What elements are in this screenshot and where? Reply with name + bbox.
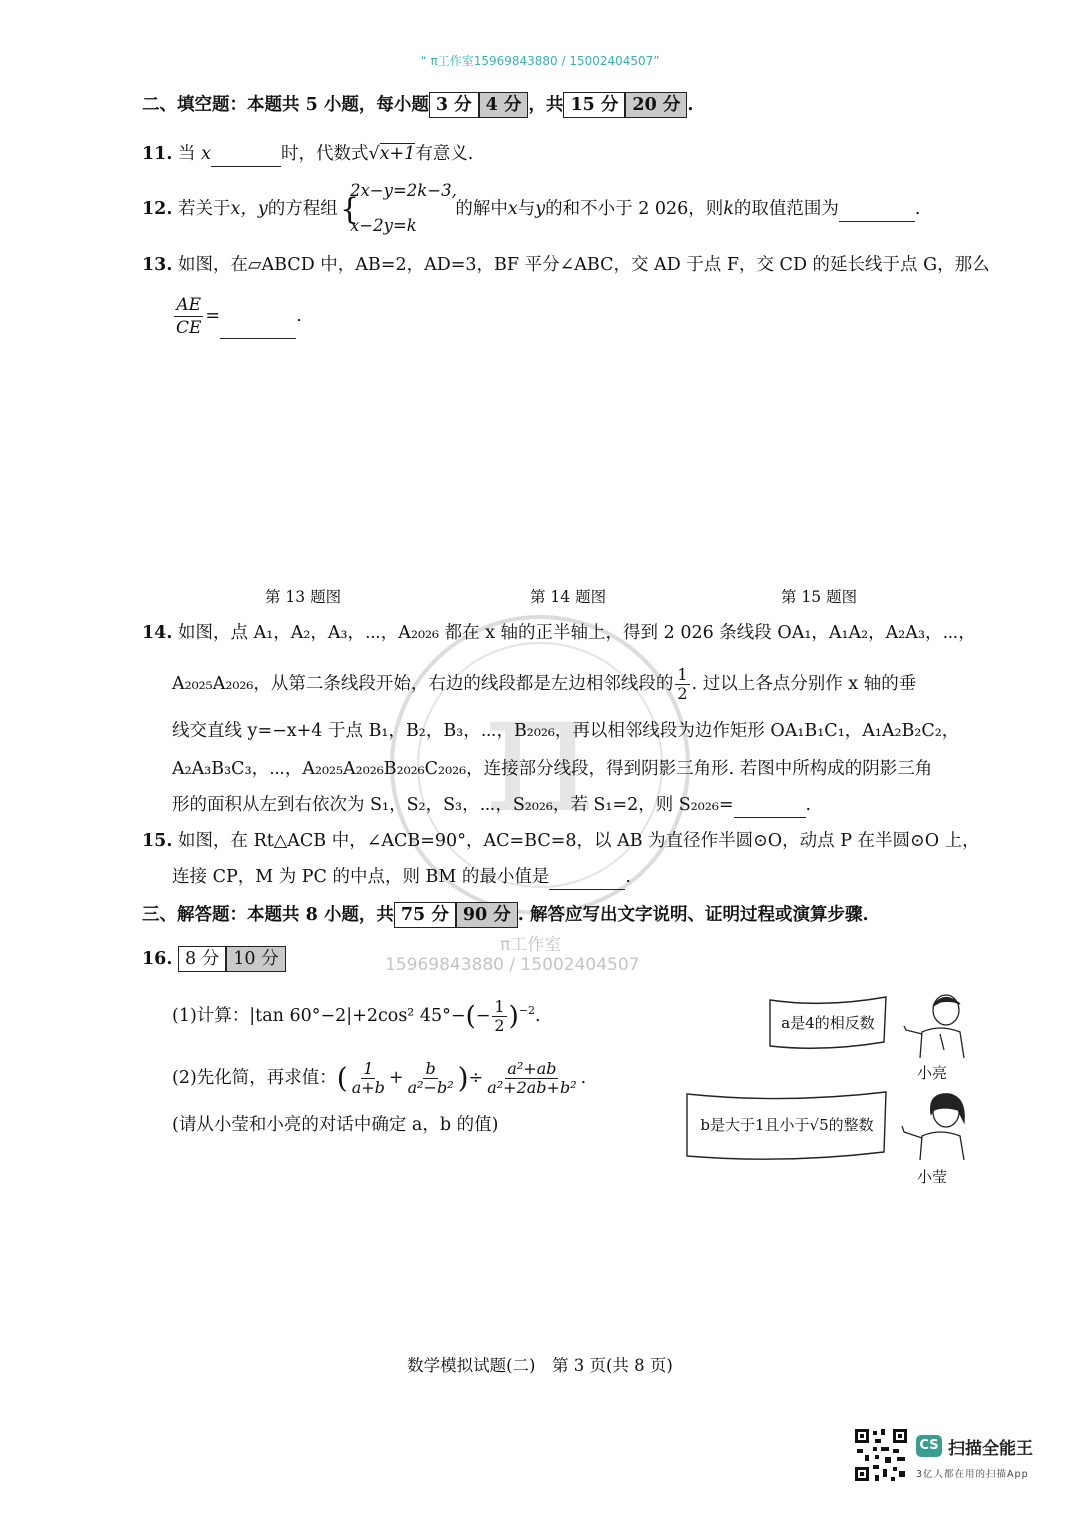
score-box-20: 20 分	[625, 92, 687, 118]
q16-part1-text: (1)计算：|tan 60°−2|+2cos² 45°−	[172, 1006, 466, 1026]
q15-text-1: 如图，在 Rt△ACB 中，∠ACB=90°，AC=BC=8，以 AB 为直径作半圆⊙O，动点 P 在半圆⊙O 上，	[178, 831, 980, 851]
name-xiaoliang: 小亮	[917, 1064, 948, 1082]
q13-eq: =	[205, 306, 221, 326]
q16-frac2	[406, 1060, 456, 1097]
q16-f3-den: a²+2ab+b²	[487, 1078, 577, 1097]
camscanner-tagline: 3亿人都在用的扫描App	[916, 1469, 1029, 1480]
watermark-text-1: π工作室	[500, 935, 562, 955]
q14-line4: A₂A₃B₃C₃，⋯，A₂₀₂₅A₂₀₂₆B₂₀₂₆C₂₀₂₆，连接部分线段，得到阴影三角形. 若图中所构成的阴影三角	[172, 759, 933, 779]
q12-k: k	[723, 199, 734, 219]
q14-end: .	[805, 795, 812, 815]
q12-brace: {	[340, 192, 360, 227]
q16-frac1	[350, 1060, 387, 1097]
q14-text-2a: A₂₀₂₅A₂₀₂₆，从第二条线段开始，右边的线段都是左边相邻线段的	[172, 674, 674, 694]
svg-text:π: π	[484, 653, 596, 851]
q12-text-a: 若关于	[178, 199, 231, 219]
section3-prefix: 三、解答题：本题共 8 小题，共	[142, 905, 394, 925]
section2-prefix: 二、填空题：本题共 5 小题，每小题	[142, 95, 429, 115]
caption-fig13: 第 13 题图	[265, 588, 342, 606]
q16-part2: (2)先化简，再求值：( $\frac{1}{a+b}$ + $\frac{b}{\text{a²−b²}}$ )÷ $\frac{\text{a²+ab}}{\text{a²+2ab+b²}}$ .	[172, 1059, 587, 1097]
section3-suffix: . 解答应写出文字说明、证明过程或演算步骤.	[517, 905, 869, 925]
q11-answer-blank[interactable]	[211, 166, 281, 167]
q14-line2	[172, 666, 916, 703]
q12-answer-blank[interactable]	[839, 221, 915, 222]
q12-eq1: 2x−y=2k−3,	[350, 181, 457, 200]
bubble-2-text: b是大于1且小于√5的整数	[700, 1115, 874, 1134]
q12-x: x	[507, 199, 518, 219]
question-12	[142, 196, 921, 222]
q14-half-fraction	[675, 666, 689, 703]
header-text: “ π工作室15969843880 / 15002404507”	[420, 54, 660, 68]
section2-title	[142, 92, 693, 118]
score-box-3: 3 分	[429, 92, 479, 118]
q12-y: y	[535, 199, 546, 219]
qr-code-icon	[853, 1427, 909, 1483]
q12-eq2: x−2y=k	[350, 216, 417, 235]
q11-sqrt: √x+1	[368, 144, 416, 164]
section3-title	[142, 902, 869, 928]
q16-p1-num: 1	[494, 997, 505, 1016]
q15-end: .	[625, 867, 631, 887]
q14-answer-blank[interactable]	[734, 817, 806, 818]
q14-text-2b: . 过以上各点分别作 x 轴的垂	[691, 674, 917, 694]
q14-text-1: 如图，点 A₁，A₂，A₃，⋯，A₂₀₂₆ 都在 x 轴的正半轴上，得到 2 026 条线段 OA₁，A₁A₂，A₂A₃，⋯，	[178, 623, 976, 643]
xiaoying-figure	[898, 1092, 978, 1162]
q13-frac-num: AE	[176, 295, 202, 315]
score-box-90: 90 分	[456, 902, 518, 928]
score-box-15: 15 分	[563, 92, 625, 118]
q14-line1	[142, 620, 976, 646]
caption-fig14: 第 14 题图	[530, 588, 607, 606]
q13-answer-line	[172, 294, 302, 339]
section2-mid: ，共	[528, 95, 564, 115]
q16-frac3	[485, 1060, 578, 1097]
bubble-1-text: a是4的相反数	[781, 1013, 875, 1032]
score-box-4: 4 分	[479, 92, 529, 118]
q11-text-b: 时，代数式	[280, 144, 369, 164]
q15-text-2: 连接 CP，M 为 PC 的中点，则 BM 的最小值是	[172, 867, 550, 887]
q13-end: .	[296, 306, 302, 326]
q16-f1-num: 1	[363, 1059, 374, 1078]
q13-number: 13.	[142, 255, 173, 275]
q16-number: 16.	[142, 949, 173, 969]
q14-line3: 线交直线 y=−x+4 于点 B₁，B₂，B₃，⋯，B₂₀₂₆，再以相邻线段为边作矩形 OA₁B₁C₁，A₁A₂B₂C₂，	[172, 721, 960, 741]
q13-frac-den: CE	[176, 318, 202, 338]
q14-half-den: 2	[677, 684, 688, 703]
q16-part2-text: (2)先化简，再求值：	[172, 1068, 337, 1088]
q11-radicand: x+1	[379, 144, 416, 164]
q16-part1: (1)计算：|tan 60°−2|+2cos² 45°−(− $\frac{1}{2}$ )$^{-2}$.	[172, 997, 541, 1035]
q15-answer-blank[interactable]	[549, 889, 625, 890]
q14-line5	[172, 792, 811, 818]
q13-answer-blank[interactable]	[220, 338, 296, 339]
q13-fraction	[174, 294, 203, 339]
q16-part1-fraction	[492, 998, 506, 1035]
q11-number: 11.	[142, 144, 173, 164]
q12-text-b: 的方程组	[267, 199, 338, 219]
name-xiaoying: 小莹	[917, 1168, 948, 1186]
q12-end: .	[914, 199, 921, 219]
q12-text-f: 的取值范围为	[733, 199, 839, 219]
q16-f3-num: a²+ab	[507, 1059, 557, 1078]
q12-number: 12.	[142, 199, 173, 219]
q16-score-10: 10 分	[226, 946, 285, 972]
q16-score-8: 8 分	[178, 946, 226, 972]
xiaoliang-figure	[900, 990, 980, 1060]
camscanner-badge: CS	[916, 1435, 942, 1457]
q14-text-5: 形的面积从左到右依次为 S₁，S₂，S₃，⋯，S₂₀₂₆，若 S₁=2，则 S₂₀₂₆=	[172, 795, 734, 815]
q11-var: x	[201, 144, 211, 164]
q14-half-num: 1	[677, 665, 688, 684]
q12-text-e: 的和不小于 2 026，则	[545, 199, 724, 219]
q12-text-c: 的解中	[455, 199, 508, 219]
q16-f1-den: a+b	[351, 1078, 385, 1097]
q16-f2-den: a²−b²	[407, 1078, 454, 1097]
q14-number: 14.	[142, 623, 173, 643]
q15-number: 15.	[142, 831, 173, 851]
q15-line1	[142, 828, 980, 854]
q16-part1-exponent: −2	[518, 1004, 535, 1017]
q16-f2-num: b	[425, 1059, 436, 1078]
section2-end: .	[687, 95, 694, 115]
score-box-75: 75 分	[394, 902, 456, 928]
camscanner-name: 扫描全能王	[948, 1439, 1033, 1459]
q11-text-a: 当	[178, 144, 196, 164]
q13-text: 如图，在▱ABCD 中，AB=2，AD=3，BF 平分∠ABC，交 AD 于点 F，交 CD 的延长线于点 G，那么	[178, 255, 990, 275]
question-11	[142, 141, 473, 167]
q15-line2	[172, 864, 631, 890]
q16-note: (请从小莹和小亮的对话中确定 a，b 的值)	[172, 1115, 499, 1135]
figures-area	[0, 355, 1080, 615]
caption-fig15: 第 15 题图	[781, 588, 858, 606]
q11-text-c: 有意义.	[415, 144, 474, 164]
q16-header	[142, 946, 286, 972]
q16-p1-den: 2	[494, 1016, 505, 1035]
watermark-text-2: 15969843880 / 15002404507	[385, 955, 640, 975]
q12-text-d: 与	[517, 199, 536, 219]
q12-vars: x，y	[230, 199, 268, 219]
question-13	[142, 252, 990, 278]
page-footer: 数学模拟试题(二) 第 3 页(共 8 页)	[407, 1356, 673, 1375]
